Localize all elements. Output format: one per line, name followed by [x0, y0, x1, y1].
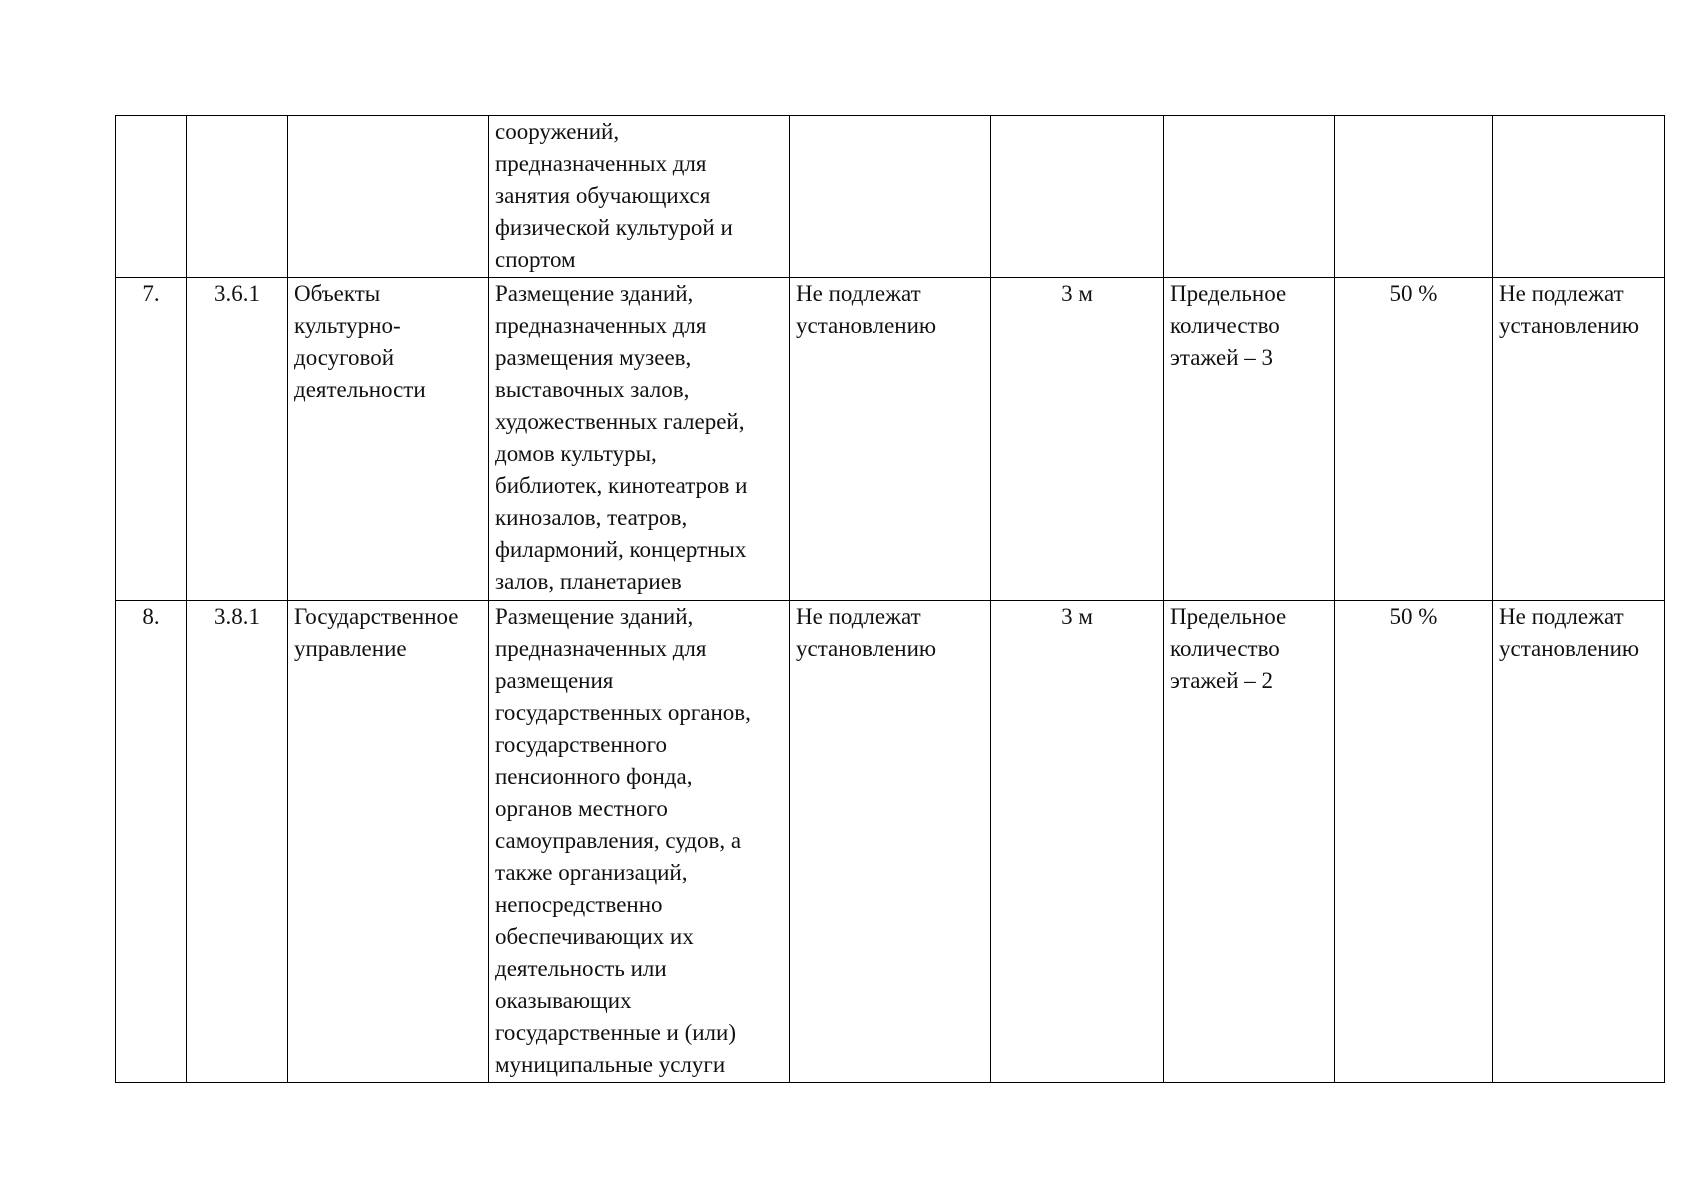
description-line: непосредственно — [495, 892, 663, 917]
description-line: предназначенных для — [495, 151, 707, 176]
floor-limit — [1164, 601, 1335, 1083]
setback-distance: 3 м — [991, 601, 1164, 1083]
use-description — [489, 601, 790, 1083]
name-line: деятельности — [294, 377, 426, 402]
use-name — [288, 116, 489, 278]
description-line: органов местного — [495, 796, 668, 821]
description-line: пенсионного фонда, — [495, 764, 693, 789]
land-use-table — [115, 115, 1665, 1083]
other-parameters — [1493, 116, 1665, 278]
use-description — [489, 116, 790, 278]
floor-limit-line: количество — [1170, 313, 1280, 338]
other-parameters — [1493, 278, 1665, 601]
plot-size-limits — [790, 278, 991, 601]
description-line: выставочных залов, — [495, 377, 690, 402]
description-line: размещения музеев, — [495, 345, 692, 370]
coverage-percent: 50 % — [1335, 278, 1493, 601]
floor-limit — [1164, 278, 1335, 601]
row-number — [116, 116, 187, 278]
setback-distance — [991, 116, 1164, 278]
description-line: спортом — [495, 247, 576, 272]
description-line: государственных органов, — [495, 700, 751, 725]
use-code: 3.8.1 — [187, 601, 288, 1083]
description-line: деятельность или — [495, 956, 667, 981]
use-description — [489, 278, 790, 601]
row-number: 7. — [116, 278, 187, 601]
limit-line: установлению — [796, 636, 937, 661]
other-line: установлению — [1499, 313, 1640, 338]
description-line: сооружений, — [495, 119, 620, 144]
plot-size-limits — [790, 601, 991, 1083]
floor-limit-line: этажей – 3 — [1170, 345, 1274, 370]
description-line: государственного — [495, 732, 667, 757]
limit-line: Не подлежат — [796, 604, 921, 629]
row-number: 8. — [116, 601, 187, 1083]
name-line: культурно- — [294, 313, 401, 338]
table-row — [116, 116, 1665, 278]
name-line: досуговой — [294, 345, 395, 370]
description-line: предназначенных для — [495, 313, 707, 338]
coverage-percent — [1335, 116, 1493, 278]
description-line: художественных галерей, — [495, 409, 745, 434]
setback-distance: 3 м — [991, 278, 1164, 601]
floor-limit — [1164, 116, 1335, 278]
table-row — [116, 278, 1665, 601]
use-code — [187, 116, 288, 278]
description-line: филармоний, концертных — [495, 537, 747, 562]
limit-line: установлению — [796, 313, 937, 338]
description-line: занятия обучающихся — [495, 183, 711, 208]
description-line: государственные и (или) — [495, 1020, 736, 1045]
description-line: библиотек, кинотеатров и — [495, 473, 748, 498]
description-line: оказывающих — [495, 988, 632, 1013]
description-line: физической культурой и — [495, 215, 733, 240]
name-line: Государственное — [294, 604, 459, 629]
description-line: кинозалов, театров, — [495, 505, 688, 530]
table-row — [116, 601, 1665, 1083]
floor-limit-line: Предельное — [1170, 281, 1287, 306]
floor-limit-line: этажей – 2 — [1170, 668, 1274, 693]
floor-limit-line: Предельное — [1170, 604, 1287, 629]
use-code: 3.6.1 — [187, 278, 288, 601]
description-line: муниципальные услуги — [495, 1052, 726, 1077]
description-line: предназначенных для — [495, 636, 707, 661]
use-name — [288, 601, 489, 1083]
description-line: залов, планетариев — [495, 569, 682, 594]
name-line: управление — [294, 636, 407, 661]
description-line: Размещение зданий, — [495, 604, 694, 629]
other-parameters — [1493, 601, 1665, 1083]
description-line: размещения — [495, 668, 614, 693]
other-line: установлению — [1499, 636, 1640, 661]
description-line: самоуправления, судов, а — [495, 828, 742, 853]
description-line: домов культуры, — [495, 441, 657, 466]
use-name — [288, 278, 489, 601]
limit-line: Не подлежат — [796, 281, 921, 306]
floor-limit-line: количество — [1170, 636, 1280, 661]
name-line: Объекты — [294, 281, 381, 306]
plot-size-limits — [790, 116, 991, 278]
other-line: Не подлежат — [1499, 604, 1624, 629]
description-line: также организаций, — [495, 860, 688, 885]
description-line: обеспечивающих их — [495, 924, 694, 949]
coverage-percent: 50 % — [1335, 601, 1493, 1083]
description-line: Размещение зданий, — [495, 281, 694, 306]
other-line: Не подлежат — [1499, 281, 1624, 306]
